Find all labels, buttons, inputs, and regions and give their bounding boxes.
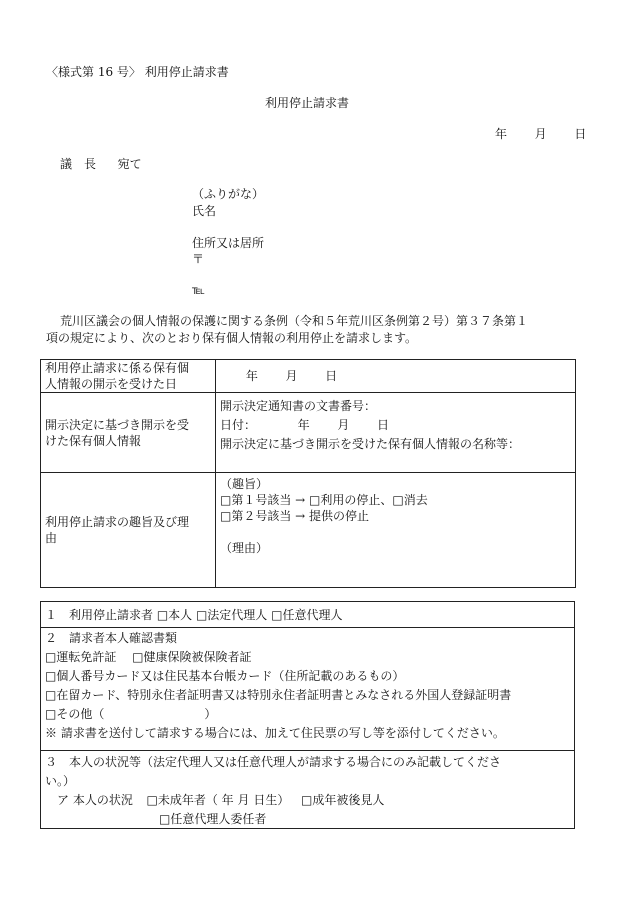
minor-option[interactable]: □未成年者（ 年 月 日生） bbox=[146, 793, 290, 807]
principal-status-section bbox=[41, 751, 574, 829]
delegator-option[interactable]: □任意代理人委任者 bbox=[159, 812, 267, 826]
table-row-disclosure-date bbox=[41, 360, 576, 393]
table-row-purpose bbox=[41, 473, 576, 588]
form-number: 〈様式第 16 号〉 利用停止請求書 bbox=[46, 65, 229, 79]
postal-mark: 〒 bbox=[192, 252, 205, 266]
adult-ward-option[interactable]: □成年被後見人 bbox=[301, 793, 385, 807]
requester-section bbox=[41, 602, 574, 628]
id-option-mynumber[interactable]: □個人番号カード又は住民基本台帳カード（住所記載のあるもの） bbox=[45, 669, 405, 683]
intro-line-1: 荒川区議会の個人情報の保護に関する条例（令和５年荒川区条例第２号）第３７条第１ bbox=[60, 314, 529, 328]
purpose-reason-value bbox=[216, 473, 576, 588]
page-title: 利用停止請求書 bbox=[265, 96, 350, 110]
purpose-option-1[interactable]: □第１号該当 → □利用の停止、□消去 bbox=[220, 493, 428, 507]
disclosure-date-value: 年 月 日 bbox=[216, 360, 576, 393]
date-day: 日 bbox=[574, 127, 587, 141]
request-date bbox=[495, 127, 586, 142]
id-option-other[interactable]: □その他（ ） bbox=[45, 707, 217, 721]
disclosed-info-value bbox=[216, 393, 576, 473]
id-documents-note: ※ 請求書を送付して請求する場合には、加えて住民票の写し等を添付してください。 bbox=[45, 726, 505, 740]
info-name-label: 開示決定に基づき開示を受けた保有個人情報の名称等： bbox=[220, 437, 521, 451]
requester-type[interactable]: １ 利用停止請求者 □本人 □法定代理人 □任意代理人 bbox=[45, 608, 343, 622]
id-documents-section bbox=[41, 628, 574, 751]
purpose-option-2[interactable]: □第２号該当 → 提供の停止 bbox=[220, 509, 370, 523]
doc-number-label: 開示決定通知書の文書番号： bbox=[220, 399, 377, 413]
addressee-name: 議 長 bbox=[60, 157, 97, 171]
principal-status-title-2: い。） bbox=[45, 774, 76, 788]
id-option-residence-card[interactable]: □在留カード、特別永住者証明書又は特別永住者証明書とみなされる外国人登録証明書 bbox=[45, 688, 512, 702]
date-year: 年 bbox=[495, 127, 508, 141]
table-row-disclosed-info bbox=[41, 393, 576, 473]
name-label: 氏名 bbox=[192, 204, 217, 218]
reason-label: （理由） bbox=[220, 541, 269, 555]
intro-line-2: 項の規定により、次のとおり保有個人情報の利用停止を請求します。 bbox=[46, 331, 418, 345]
requester-info-box bbox=[40, 601, 575, 829]
date-month: 月 bbox=[534, 127, 547, 141]
disclosure-date-label: 利用停止請求に係る保有個 人情報の開示を受けた日 bbox=[41, 360, 216, 393]
id-option-license-insurance[interactable]: □運転免許証 □健康保険被保険者証 bbox=[45, 650, 252, 664]
principal-status-row: ア 本人の状況 □未成年者（ 年 月 日生） □成年被後見人 bbox=[57, 793, 385, 807]
address-label: 住所又は居所 bbox=[192, 236, 265, 250]
purpose-label: （趣旨） bbox=[220, 477, 269, 491]
furigana-label: （ふりがな） bbox=[192, 187, 265, 201]
principal-status-title-1: ３ 本人の状況等（法定代理人又は任意代理人が請求する場合にのみ記載してくださ bbox=[45, 755, 502, 769]
addressee bbox=[60, 157, 142, 172]
disclosure-decision-date: 日付： 年 月 日 bbox=[220, 418, 390, 432]
addressee-suffix: 宛て bbox=[117, 157, 142, 171]
id-documents-title: ２ 請求者本人確認書類 bbox=[45, 631, 178, 645]
request-table bbox=[40, 359, 576, 588]
disclosed-info-label: 開示決定に基づき開示を受 けた保有個人情報 bbox=[41, 393, 216, 473]
tel-mark: ℡ bbox=[192, 283, 205, 297]
purpose-reason-label: 利用停止請求の趣旨及び理 由 bbox=[41, 473, 216, 588]
